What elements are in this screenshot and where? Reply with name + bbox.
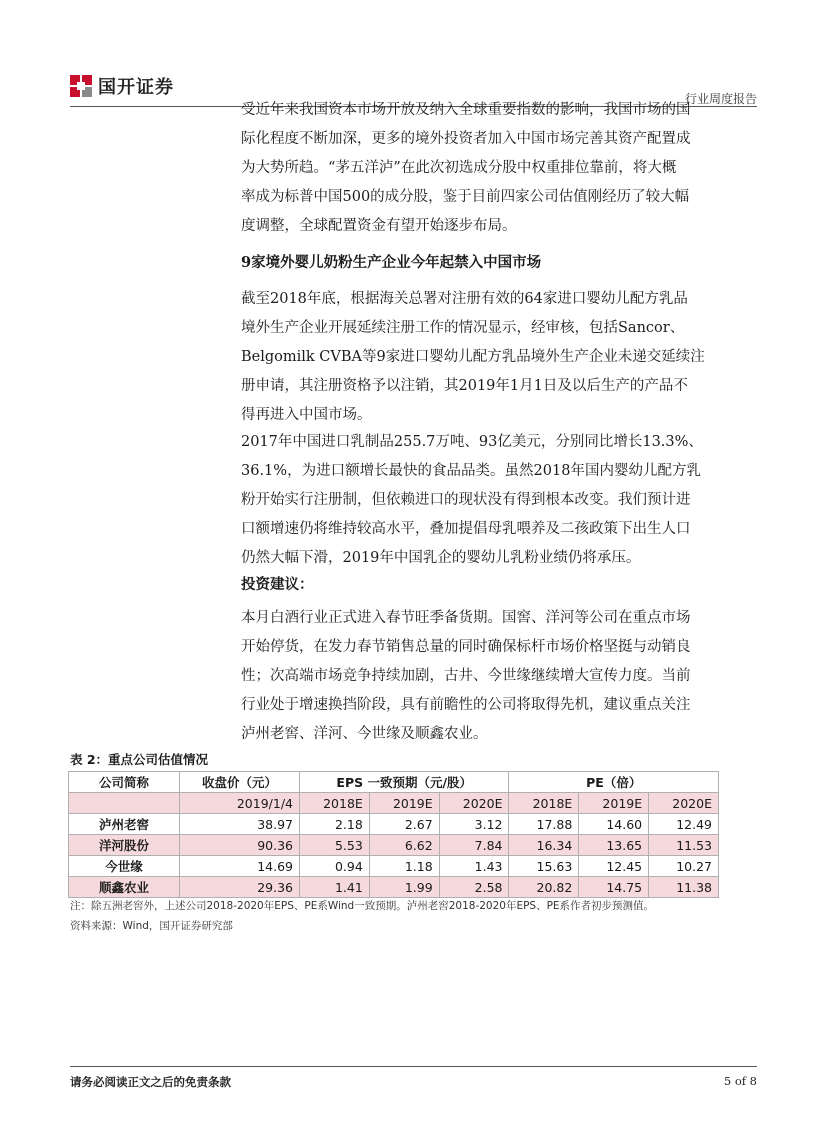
eps-cell: 2.67 [369,814,439,835]
price-cell: 90.36 [180,835,300,856]
eps-cell: 1.41 [300,877,370,898]
price-cell: 14.69 [180,856,300,877]
valuation-table [68,771,719,898]
paragraph-recommendation [241,604,761,749]
pe-cell: 12.49 [649,814,719,835]
blank-cell [69,793,180,814]
eps-cell: 1.99 [369,877,439,898]
eps-cell: 1.43 [439,856,509,877]
text-line: 仍然大幅下滑，2019年中国乳企的婴幼儿乳粉业绩仍将承压。 [241,550,641,566]
col-header-name: 公司简称 [69,772,180,793]
price-cell: 29.36 [180,877,300,898]
year-cell: 2018E [300,793,370,814]
pe-cell: 11.53 [649,835,719,856]
company-name: 顺鑫农业 [69,877,180,898]
pe-cell: 15.63 [509,856,579,877]
text-line: 开始停货，在发力春节销售总量的同时确保标杆市场价格坚挺与动销良 [241,639,691,655]
year-cell: 2020E [649,793,719,814]
table-row [69,835,719,856]
col-header-eps: EPS 一致预期（元/股） [300,772,509,793]
footer-disclaimer: 请务必阅读正文之后的免责条款 [70,1075,231,1089]
eps-cell: 7.84 [439,835,509,856]
text-line: 行业处于增速换挡阶段，具有前瞻性的公司将取得先机，建议重点关注 [241,697,691,713]
table-header-row [69,772,719,793]
text-line: 截至2018年底，根据海关总署对注册有效的64家进口婴幼儿配方乳品 [241,291,688,307]
eps-cell: 6.62 [369,835,439,856]
text-line: 2017年中国进口乳制品255.7万吨、93亿美元，分别同比增长13.3%、 [241,434,703,450]
pe-cell: 11.38 [649,877,719,898]
text-line: 性；次高端市场竞争持续加剧，古井、今世缘继续增大宣传力度。当前 [241,668,691,684]
text-line: 得再进入中国市场。 [241,407,372,423]
text-line: 口额增速仍将维持较高水平，叠加提倡母乳喂养及二孩政策下出生人口 [241,521,691,537]
eps-cell: 2.18 [300,814,370,835]
text-line: 度调整，全球配置资金有望开始逐步布局。 [241,218,517,234]
eps-cell: 5.53 [300,835,370,856]
text-line: 本月白酒行业正式进入春节旺季备货期。国窖、洋河等公司在重点市场 [241,610,691,626]
footer-divider [70,1066,757,1067]
table-subheader-row [69,793,719,814]
pe-cell: 10.27 [649,856,719,877]
pe-cell: 14.75 [579,877,649,898]
text-line: 受近年来我国资本市场开放及纳入全球重要指数的影响，我国市场的国 [241,102,691,118]
paragraph-imports [241,428,761,573]
company-name: 泸州老窖 [69,814,180,835]
table-row [69,856,719,877]
col-header-pe: PE（倍） [509,772,719,793]
text-line: 册申请，其注册资格予以注销，其2019年1月1日及以后生产的产品不 [241,378,688,394]
year-cell: 2019E [579,793,649,814]
text-line: Belgomilk CVBA等9家进口婴幼儿配方乳品境外生产企业未递交延续注 [241,349,705,365]
table-row [69,814,719,835]
text-line: 际化程度不断加深，更多的境外投资者加入中国市场完善其资产配置成 [241,131,691,147]
eps-cell: 3.12 [439,814,509,835]
year-cell: 2020E [439,793,509,814]
text-line: 36.1%，为进口额增长最快的食品品类。虽然2018年国内婴幼儿配方乳 [241,463,701,479]
pe-cell: 13.65 [579,835,649,856]
text-line: 泸州老窖、洋河、今世缘及顺鑫农业。 [241,726,488,742]
date-cell: 2019/1/4 [180,793,300,814]
table-row [69,877,719,898]
company-name: 今世缘 [69,856,180,877]
price-cell: 38.97 [180,814,300,835]
table-source: 资料来源：Wind，国开证券研究部 [70,920,233,932]
report-type: 行业周度报告 [684,92,757,106]
paragraph-index-impact [241,96,761,241]
table-note: 注：除五洲老窖外，上述公司2018-2020年EPS、PE系Wind一致预期。泸州老窖2018-2020年EPS、PE系作者初步预测值。 [70,900,655,912]
eps-cell: 2.58 [439,877,509,898]
pe-cell: 14.60 [579,814,649,835]
pe-cell: 16.34 [509,835,579,856]
logo-icon [70,75,92,97]
eps-cell: 1.18 [369,856,439,877]
pe-cell: 20.82 [509,877,579,898]
text-line: 境外生产企业开展延续注册工作的情况显示，经审核，包括Sancor、 [241,320,685,336]
section-heading-infant-formula: 9家境外婴儿奶粉生产企业今年起禁入中国市场 [241,254,542,271]
table-title: 表 2：重点公司估值情况 [70,752,209,767]
text-line: 为大势所趋。“茅五洋泸”在此次初选成分股中权重排位靠前，将大概 [241,160,677,176]
pe-cell: 17.88 [509,814,579,835]
eps-cell: 0.94 [300,856,370,877]
company-name: 洋河股份 [69,835,180,856]
pe-cell: 12.45 [579,856,649,877]
section-heading-investment: 投资建议： [241,576,314,593]
year-cell: 2018E [509,793,579,814]
header-logo [70,73,174,99]
col-header-price: 收盘价（元） [180,772,300,793]
text-line: 粉开始实行注册制，但依赖进口的现状没有得到根本改变。我们预计进 [241,492,691,508]
year-cell: 2019E [369,793,439,814]
paragraph-customs [241,285,761,430]
text-line: 率成为标普中国500的成分股，鉴于目前四家公司估值刚经历了较大幅 [241,189,690,205]
page-number: 5 of 8 [723,1074,757,1088]
logo-text: 国开证券 [98,77,174,98]
